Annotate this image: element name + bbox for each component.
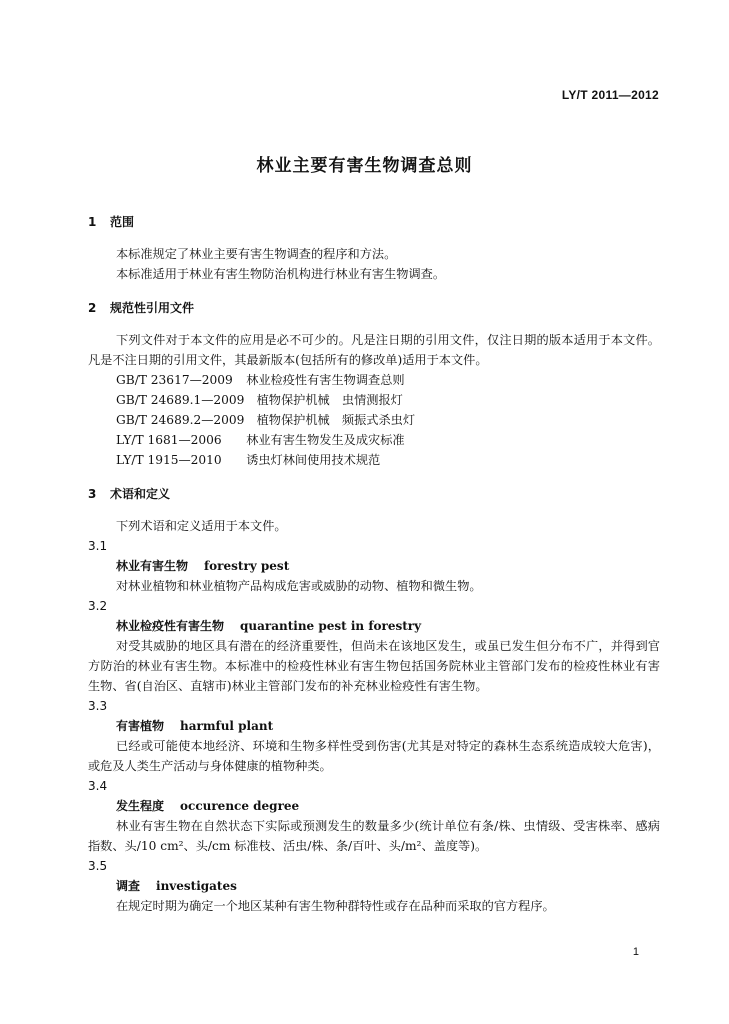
term-definition: 在规定时期为确定一个地区某种有害生物种群特性或存在品种而采取的官方程序。: [116, 899, 555, 913]
reference-code: GB/T 24689.2—2009: [116, 413, 245, 427]
reference-item: [88, 450, 660, 470]
reference-title: 林业有害生物发生及成灾标准: [246, 433, 405, 447]
section-number: 1: [88, 215, 97, 229]
term-definition: 对林业植物和林业植物产品构成危害或威胁的动物、植物和微生物。: [116, 579, 482, 593]
term-number: 3.1: [88, 539, 108, 553]
reference-item: [88, 390, 660, 410]
document-title: 林业主要有害生物调查总则: [256, 156, 473, 176]
term-number: 3.3: [88, 699, 108, 713]
term-heading: [88, 556, 660, 576]
standard-number: LY/T 2011—2012: [561, 88, 659, 102]
term-en: harmful plant: [180, 719, 274, 733]
term-cn: 有害植物: [116, 719, 165, 733]
term-heading: [88, 716, 660, 736]
term-definition: 林业有害生物在自然状态下实际或预测发生的数量多少(统计单位有条/株、虫情级、受害株率、感病指数、头/10 cm²、头/cm 标准枝、活虫/株、条/百叶、头/m²、盖度等)。: [88, 819, 660, 853]
term-heading: [88, 796, 660, 816]
term-cn: 发生程度: [116, 799, 165, 813]
term-definition: 已经或可能使本地经济、环境和生物多样性受到伤害(尤其是对特定的森林生态系统造成较大危害)，或危及人类生产活动与身体健康的植物种类。: [88, 739, 660, 773]
terms-intro: 下列术语和定义适用于本文件。: [116, 519, 287, 533]
reference-item: [88, 370, 660, 390]
section-title: 范围: [110, 215, 135, 229]
reference-code: GB/T 23617—2009: [116, 373, 233, 387]
term-number: 3.5: [88, 859, 108, 873]
document-body: [88, 212, 660, 916]
section-title: 术语和定义: [110, 487, 171, 501]
term-definition: 对受其威胁的地区具有潜在的经济重要性，但尚未在该地区发生，或虽已发生但分布不广，并得到官方防治的林业有害生物。本标准中的检疫性林业有害生物包括国务院林业主管部门发布的检疫性林业有害生物、省(自治区、直辖市)林业主管部门发布的补充林业检疫性有害生物。: [88, 639, 660, 693]
term-number: 3.2: [88, 599, 108, 613]
reference-title: 植物保护机械 虫情测报灯: [256, 393, 403, 407]
section-heading-terms: [88, 484, 660, 504]
reference-item: [88, 430, 660, 450]
section-heading-normative-references: [88, 298, 660, 318]
reference-code: GB/T 24689.1—2009: [116, 393, 245, 407]
reference-code: LY/T 1915—2010: [116, 453, 222, 467]
references-intro: 下列文件对于本文件的应用是必不可少的。凡是注日期的引用文件，仅注日期的版本适用于本文件。凡是不注日期的引用文件，其最新版本(包括所有的修改单)适用于本文件。: [88, 333, 660, 367]
scope-paragraph: 本标准适用于林业有害生物防治机构进行林业有害生物调查。: [116, 267, 446, 281]
term-en: forestry pest: [204, 559, 290, 573]
section-heading-scope: [88, 212, 660, 232]
term-en: occurence degree: [180, 799, 300, 813]
reference-code: LY/T 1681—2006: [116, 433, 222, 447]
term-number: 3.4: [88, 779, 108, 793]
section-number: 3: [88, 487, 97, 501]
scope-paragraph: 本标准规定了林业主要有害生物调查的程序和方法。: [116, 247, 397, 261]
term-cn: 林业检疫性有害生物: [116, 619, 225, 633]
term-en: quarantine pest in forestry: [240, 619, 422, 633]
reference-item: [88, 410, 660, 430]
term-cn: 林业有害生物: [116, 559, 189, 573]
section-title: 规范性引用文件: [110, 301, 195, 315]
term-en: investigates: [156, 879, 237, 893]
reference-title: 诱虫灯林间使用技术规范: [246, 453, 381, 467]
reference-title: 植物保护机械 频振式杀虫灯: [256, 413, 416, 427]
page-number: 1: [632, 946, 639, 958]
term-heading: [88, 616, 660, 636]
reference-title: 林业检疫性有害生物调查总则: [246, 373, 405, 387]
term-cn: 调查: [116, 879, 141, 893]
term-heading: [88, 876, 660, 896]
section-number: 2: [88, 301, 97, 315]
